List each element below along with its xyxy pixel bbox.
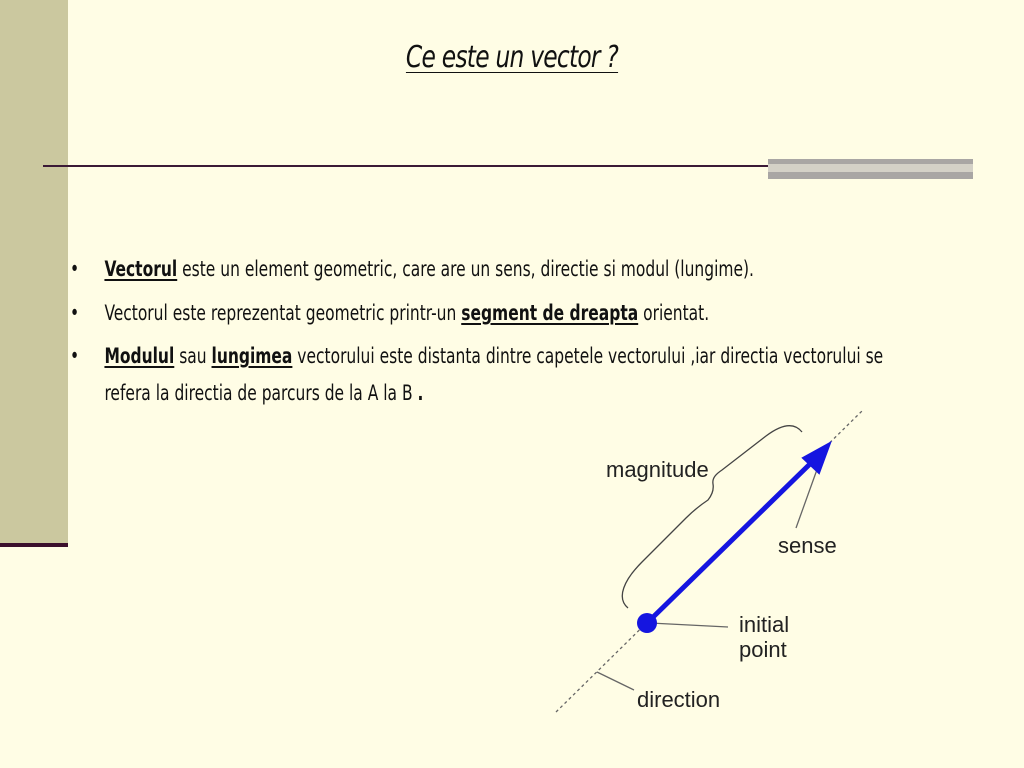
magnitude-label: magnitude (606, 457, 709, 482)
direction-label: direction (637, 687, 721, 712)
bullet-item (70, 250, 923, 288)
bullet-text: sau (174, 344, 212, 368)
sense-label: sense (778, 533, 837, 558)
keyword: segment de dreapta (461, 301, 639, 325)
magnitude-brace (622, 426, 802, 608)
bullet-text: Vectorul este reprezentat geometric printr-un (104, 301, 462, 325)
bullet-item (70, 294, 923, 332)
bullet-text: orientat. (638, 301, 710, 325)
initial-point-label: initial (739, 612, 790, 637)
keyword: Vectorul (104, 257, 178, 281)
keyword: lungimea (211, 344, 293, 368)
bullet-list (70, 250, 923, 418)
keyword: Modulul (104, 344, 175, 368)
bullet-text: este un element geometric, care are un sens, directie si modul (lungime). (177, 257, 754, 281)
bullet-text: vectorului este distanta dintre capetele vectorului ,iar directia vectorului se refera la directia de parcurs de la A la B (104, 344, 884, 405)
direction-leader (597, 672, 634, 690)
left-sidebar-underline (0, 543, 68, 547)
initial-point-label-2: point (739, 637, 787, 662)
left-sidebar-bar (0, 0, 68, 545)
initial-point-dot (637, 613, 657, 633)
slide-title: Ce este un vector ? (405, 40, 619, 75)
initial-point-leader (650, 623, 728, 627)
vector-diagram (540, 400, 880, 720)
title-divider-accent-inner (768, 164, 973, 172)
bullet-text-bold: . (417, 381, 424, 405)
